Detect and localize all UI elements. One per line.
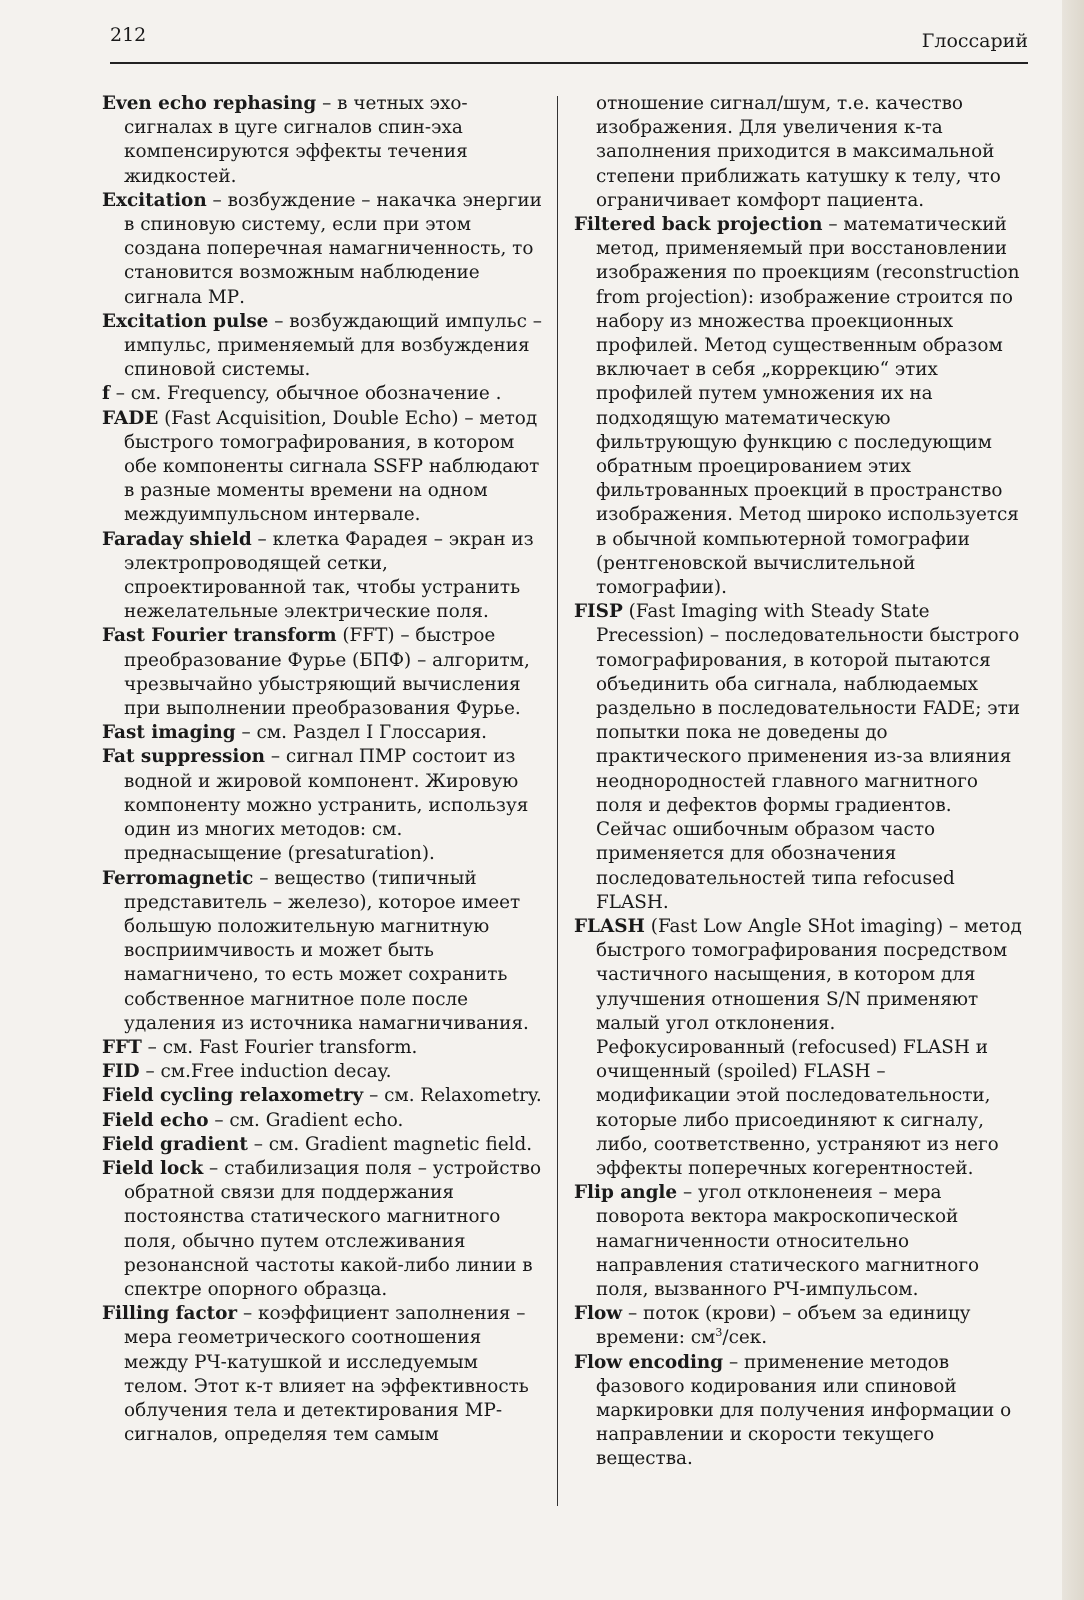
glossary-definition: – возбуждающий импульс – импульс, применяемый для возбуждения спиновой системы. — [124, 310, 542, 381]
glossary-definition-tail: /сек. — [722, 1327, 768, 1349]
glossary-definition: – см.Free induction decay. — [139, 1061, 392, 1083]
glossary-term: Excitation pulse — [102, 310, 269, 332]
glossary-definition: – применение методов фазового кодирования или спиновой маркировки для получения информации о направлении и скорости текущего вещества. — [596, 1351, 1012, 1470]
glossary-term: FFT — [102, 1036, 142, 1058]
glossary-term: f — [102, 383, 110, 405]
glossary-term: Even echo rephasing — [102, 93, 317, 114]
glossary-term: Filtered back projection — [574, 214, 823, 236]
glossary-term: Field cycling relaxometry — [102, 1085, 364, 1107]
superscript: 3 — [715, 1326, 723, 1340]
glossary-entry — [102, 92, 542, 189]
glossary-term: FLASH — [574, 915, 645, 937]
glossary-definition: – см. Frequency, обычное обозначение . — [109, 383, 502, 405]
glossary-term: FADE — [102, 407, 159, 429]
glossary-entry — [102, 1302, 542, 1447]
glossary-entry — [574, 1302, 1024, 1350]
glossary-term: Flow — [574, 1303, 623, 1325]
glossary-definition: – клетка Фарадея – экран из электропроводящей сетки, спроектированной так, чтобы устранить нежелательные электрические поля. — [124, 528, 534, 623]
glossary-entry — [102, 310, 542, 383]
glossary-entry — [102, 624, 542, 721]
glossary-definition: – см. Fast Fourier transform. — [141, 1036, 418, 1058]
page-number: 212 — [110, 24, 147, 46]
column-divider — [557, 96, 558, 1506]
glossary-definition: – см. Раздел I Глоссария. — [235, 722, 488, 744]
glossary-entry — [574, 1181, 1024, 1302]
glossary-term: Flip angle — [574, 1182, 678, 1204]
glossary-entry — [102, 867, 542, 1036]
left-column — [102, 92, 542, 1447]
glossary-entry — [102, 1109, 542, 1133]
glossary-term: Fast Fourier transform — [102, 625, 337, 647]
glossary-definition: – стабилизация поля – устройство обратной связи для поддержания постоянства статического магнитного поля, обычно путем отслеживания резонансной частоты какой-либо линии в спектре опорного образца. — [124, 1157, 542, 1300]
glossary-term: Field lock — [102, 1157, 204, 1179]
glossary-entry — [574, 1351, 1024, 1472]
glossary-definition: – математический метод, применяемый при восстановлении изображения по проекциям (reconstruction from projection): изображение строится по набору из множества проекционных профилей. Метод существенным образом включает в себя „коррекцию“ этих профилей путем умножения их на подходящую математическую фильтрующую функцию с последующим обратным проецированием этих фильтрованных проекций в пространство изображения. Метод широко используется в обычной компьютерной томографии (рентгеновской вычислительной томографии). — [596, 214, 1020, 599]
glossary-entry — [574, 915, 1024, 1181]
glossary-term: Field echo — [102, 1109, 209, 1131]
glossary-term: Flow encoding — [574, 1351, 724, 1373]
glossary-entry — [102, 189, 542, 310]
glossary-entry — [102, 407, 542, 528]
glossary-definition: – коэффициент заполнения – мера геометрического соотношения между РЧ-катушкой и исследуемым телом. Этот к-т влияет на эффективность облучения тела и детектирования МР-сигналов, определяя тем самым — [124, 1303, 529, 1446]
glossary-term: FISP — [574, 601, 623, 623]
page-edge — [1062, 0, 1084, 1600]
glossary-definition: – см. Gradient echo. — [208, 1109, 404, 1131]
glossary-term: Ferromagnetic — [102, 867, 254, 889]
glossary-definition: – см. Gradient magnetic field. — [247, 1133, 533, 1155]
glossary-entry — [102, 1133, 542, 1157]
glossary-definition: (Fast Low Angle SHot imaging) – метод быстрого томографирования посредством частичного насыщения, в котором для улучшения отношения S/N применяют малый угол отклонения. Рефокусированный (refocused) FLASH и очищенный (spoiled) FLASH – модификации этой последовательности, которые либо присоединяют к сигналу, либо, соответственно, устраняют из него эффекты поперечных когерентностей. — [596, 915, 1022, 1179]
glossary-entry — [102, 721, 542, 745]
glossary-definition: – поток (крови) – объем за единицу времени: см — [596, 1303, 971, 1349]
glossary-term: FID — [102, 1061, 140, 1083]
running-head: Глоссарий — [921, 30, 1028, 52]
glossary-entry — [102, 1060, 542, 1084]
glossary-entry — [102, 528, 542, 625]
glossary-definition: – см. Relaxometry. — [363, 1085, 542, 1107]
glossary-entry — [574, 600, 1024, 915]
glossary-definition: – угол отклоненеия – мера поворота вектора макроскопической намагниченности относительно направления статического магнитного поля, вызванного РЧ-импульсом. — [596, 1182, 980, 1300]
right-column — [574, 92, 1024, 1472]
glossary-term: Excitation — [102, 189, 207, 211]
glossary-definition: (FFT) – быстрое преобразование Фурье (БПФ) – алгоритм, чрезвычайно убыстряющий вычисления при выполнении преобразования Фурье. — [124, 625, 530, 720]
glossary-definition: (Fast Imaging with Steady State Precession) – последовательности быстрого томографирования, в которой пытаются объединить оба сигнала, наблюдаемых раздельно в последовательности FADE; эти попытки пока не доведены до практического применения из-за влияния неоднородностей главного магнитного поля и дефектов формы градиентов. Сейчас ошибочным образом часто применяется для обозначения последовательностей типа refocused FLASH. — [596, 601, 1020, 913]
glossary-entry — [102, 382, 542, 406]
glossary-entry — [102, 745, 542, 866]
glossary-definition: – в четных эхо-сигналах в цуге сигналов спин-эха компенсируются эффекты течения жидкостей. — [124, 93, 468, 187]
header-rule — [110, 62, 1028, 64]
glossary-entry — [574, 213, 1024, 600]
glossary-term: Field gradient — [102, 1133, 248, 1155]
continued-definition: отношение сигнал/шум, т.е. качество изображения. Для увеличения к-та заполнения приходится в максимальной степени приближать катушку к телу, что ограничивает комфорт пациента. — [596, 93, 1001, 211]
glossary-definition: (Fast Acquisition, Double Echo) – метод быстрого томографирования, в котором обе компоненты сигнала SSFP наблюдают в разные моменты времени на одном междуимпульсном интервале. — [124, 407, 540, 526]
glossary-term: Fat suppression — [102, 746, 266, 768]
glossary-term: Fast imaging — [102, 722, 236, 744]
glossary-definition: – возбуждение – накачка энергии в спиновую систему, если при этом создана поперечная намагниченность, то становится возможным наблюдение сигнала МР. — [124, 189, 542, 308]
glossary-term: Faraday shield — [102, 528, 252, 550]
glossary-entry — [102, 1084, 542, 1108]
glossary-entry — [102, 1157, 542, 1302]
glossary-definition: – вещество (типичный представитель – железо), которое имеет большую положительную магнитную восприимчивость и может быть намагничено, то есть может сохранить собственное магнитное поле после удаления из источника намагничивания. — [124, 867, 529, 1034]
glossary-entry — [102, 1036, 542, 1060]
glossary-definition: – сигнал ПМР состоит из водной и жировой компонент. Жировую компоненту можно устранить, используя один из многих методов: см. преднасыщение (presaturation). — [124, 746, 529, 865]
glossary-term: Filling factor — [102, 1303, 238, 1325]
